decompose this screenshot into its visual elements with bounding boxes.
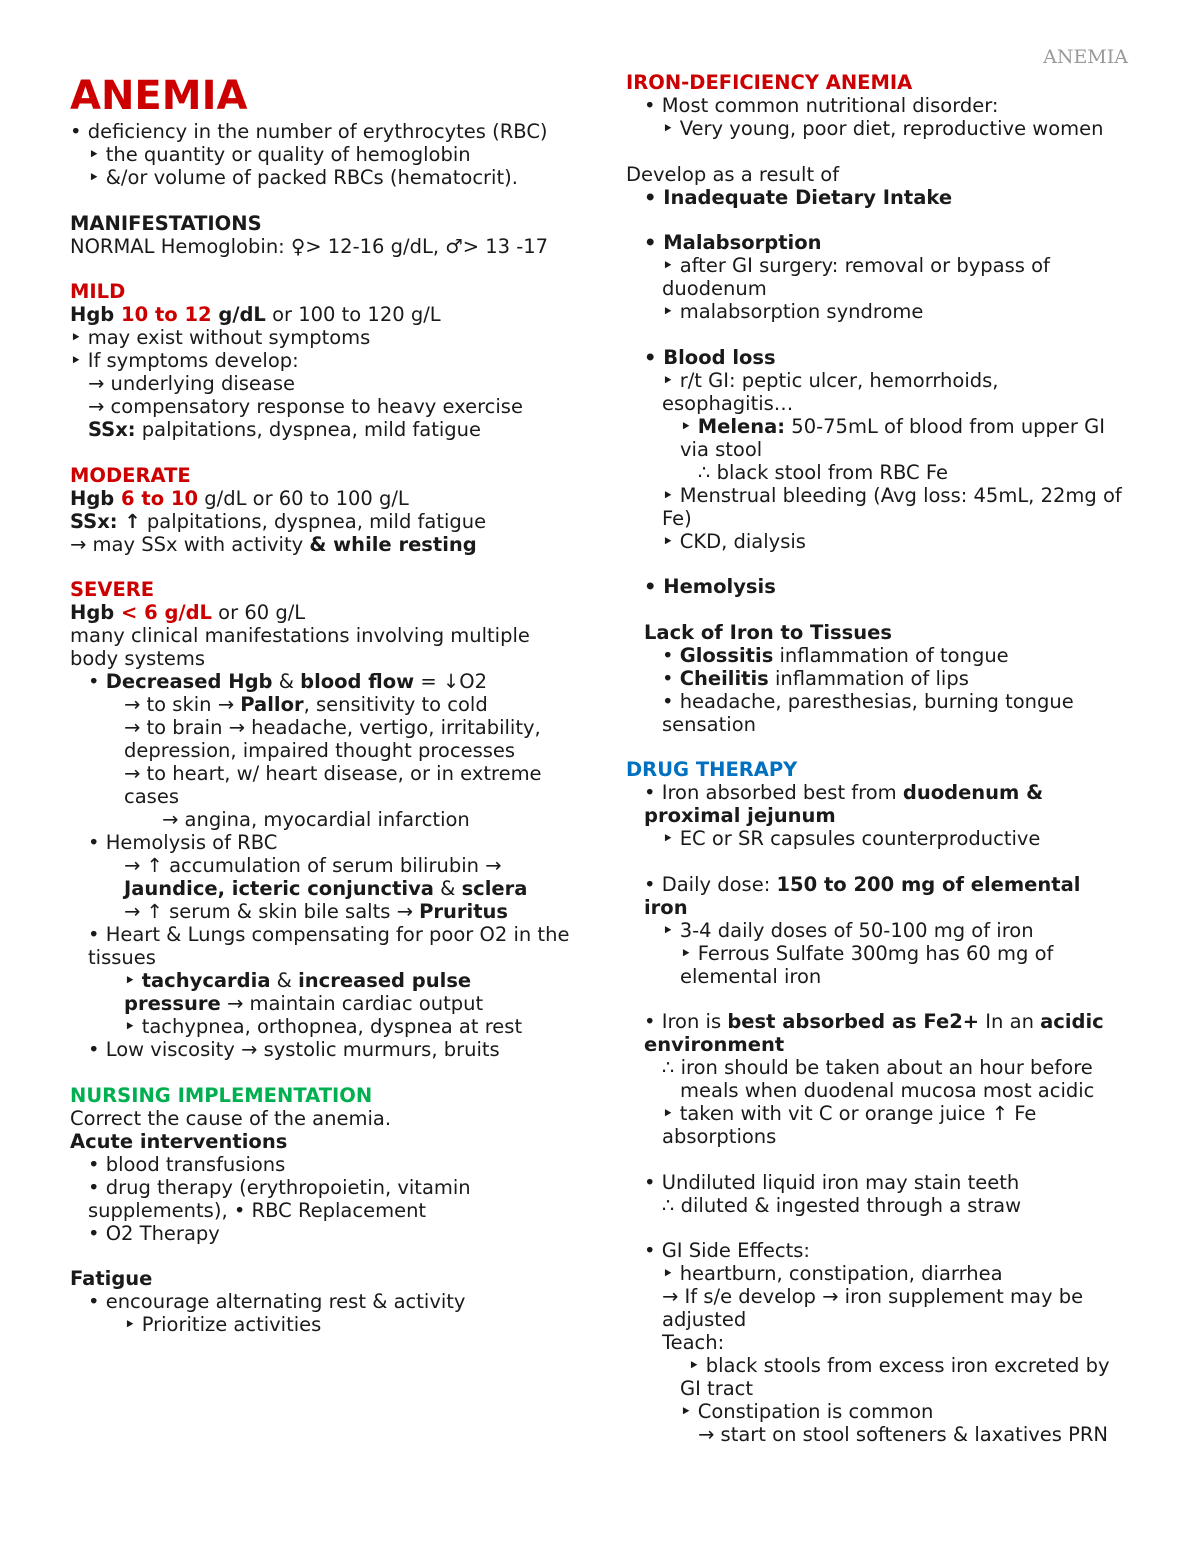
cause-line: ‣ after GI surgery: removal or bypass of <box>662 254 1050 277</box>
severe-line: → ↑ accumulation of serum bilirubin → <box>124 854 502 877</box>
cheilitis-line: • Cheilitis inflammation of lips <box>662 666 969 690</box>
drug-line: proximal jejunum <box>644 804 836 827</box>
ida-line: • Most common nutritional disorder: <box>644 94 999 117</box>
teach-line: ‣ Constipation is common <box>680 1400 934 1423</box>
mild-line: → compensatory response to heavy exercise <box>88 395 523 418</box>
severe-pressure: pressure → maintain cardiac output <box>124 992 484 1015</box>
severe-line: many clinical manifestations involving multiple <box>70 624 530 647</box>
drug-line: elemental iron <box>680 964 822 988</box>
cause-line: esophagitis… <box>662 391 794 415</box>
severe-jaundice: Jaundice, icteric conjunctiva & sclera <box>124 877 528 900</box>
drug-line: ‣ taken with vit C or orange juice ↑ Fe <box>662 1102 1037 1125</box>
cause-line: via stool <box>680 437 763 461</box>
cause-blood-loss: • Blood loss <box>644 345 776 369</box>
severe-line: body systems <box>70 647 206 670</box>
nursing-line: • blood transfusions <box>88 1152 286 1176</box>
severe-line: • Heart & Lungs compensating for poor O2 in the <box>88 923 570 946</box>
severe-line: → to heart, w/ heart disease, or in extreme <box>124 762 542 785</box>
cause-line: Fe) <box>662 506 692 530</box>
drug-line: ∴ diluted & ingested through a straw <box>662 1193 1022 1217</box>
nursing-line: Correct the cause of the anemia. <box>70 1106 392 1130</box>
mild-line: ‣ may exist without symptoms <box>70 326 371 349</box>
moderate-heading: MODERATE <box>70 463 191 487</box>
cause-inadequate-intake: • Inadequate Dietary Intake <box>644 185 953 209</box>
gi-line: ‣ heartburn, constipation, diarrhea <box>662 1262 1003 1285</box>
teach-line: → start on stool softeners & laxatives PRN <box>698 1423 1109 1446</box>
cause-malabsorption: • Malabsorption <box>644 231 822 254</box>
cause-line: ‣ r/t GI: peptic ulcer, hemorrhoids, <box>662 368 999 392</box>
gi-side-effects-heading: • GI Side Effects: <box>644 1239 810 1262</box>
drug-line: • Undiluted liquid iron may stain teeth <box>644 1170 1020 1194</box>
gi-line: → If s/e develop → iron supplement may be <box>662 1285 1084 1308</box>
drug-line: ‣ EC or SR capsules counterproductive <box>662 827 1041 850</box>
severe-line: depression, impaired thought processes <box>124 739 516 762</box>
severe-line: cases <box>124 785 179 808</box>
right-column <box>626 0 1146 1446</box>
definition-line: ‣ &/or volume of packed RBCs (hematocrit). <box>88 166 518 189</box>
mild-ssx: SSx: palpitations, dyspnea, mild fatigue <box>88 418 482 441</box>
develop-line: Develop as a result of <box>626 162 840 186</box>
ida-line: ‣ Very young, poor diet, reproductive women <box>662 117 1104 140</box>
severe-heading: SEVERE <box>70 578 155 601</box>
cause-line: ‣ malabsorption syndrome <box>662 300 924 323</box>
normal-hemoglobin: NORMAL Hemoglobin: ♀> 12-16 g/dL, ♂> 13 -17 <box>70 234 549 258</box>
drug-fe2-line: • Iron is best absorbed as Fe2+ In an acidic <box>644 1010 1104 1033</box>
nursing-line: ‣ Prioritize activities <box>124 1313 322 1336</box>
mild-hgb: Hgb 10 to 12 g/dL or 100 to 120 g/L <box>70 303 441 326</box>
cause-hemolysis: • Hemolysis <box>644 575 776 598</box>
symptom-line: • headache, paresthesias, burning tongue <box>662 689 1074 713</box>
drug-line: absorptions <box>662 1125 777 1148</box>
moderate-hgb: Hgb 6 to 10 g/dL or 60 to 100 g/L <box>70 486 409 510</box>
severe-decreased-hgb: • Decreased Hgb & blood flow = ↓O2 <box>88 670 488 693</box>
severe-line: → to brain → headache, vertigo, irritability, <box>124 716 541 739</box>
nursing-line: • O2 Therapy <box>88 1221 220 1245</box>
drug-line: ‣ Ferrous Sulfate 300mg has 60 mg of <box>680 941 1054 965</box>
severe-line: tissues <box>88 946 156 969</box>
manifestations-heading: MANIFESTATIONS <box>70 211 262 235</box>
drug-daily-dose-line: • Daily dose: 150 to 200 mg of elemental <box>644 872 1081 896</box>
mild-line: → underlying disease <box>88 372 296 395</box>
severe-line: → angina, myocardial infarction <box>162 808 470 831</box>
drug-line: meals when duodenal mucosa most acidic <box>680 1079 1095 1102</box>
symptom-line: sensation <box>662 712 756 736</box>
drug-line: environment <box>644 1033 785 1056</box>
drug-line: ‣ 3-4 daily doses of 50-100 mg of iron <box>662 918 1034 942</box>
moderate-activity: → may SSx with activity & while resting <box>70 532 477 556</box>
nursing-line: • encourage alternating rest & activity <box>88 1290 466 1313</box>
drug-absorbed-line: • Iron absorbed best from duodenum & <box>644 781 1044 804</box>
teach-heading: Teach: <box>662 1331 725 1354</box>
page-header-tag: ANEMIA <box>1043 46 1128 68</box>
severe-line: • Low viscosity → systolic murmurs, bruits <box>88 1038 500 1061</box>
definition-line: ‣ the quantity or quality of hemoglobin <box>88 143 471 166</box>
moderate-ssx: SSx: ↑ palpitations, dyspnea, mild fatigue <box>70 509 487 533</box>
teach-line: ‣ black stools from excess iron excreted by <box>688 1354 1110 1377</box>
gi-line: adjusted <box>662 1308 747 1331</box>
acute-interventions-heading: Acute interventions <box>70 1129 288 1153</box>
severe-pruritus: → ↑ serum & skin bile salts → Pruritus <box>124 900 509 923</box>
mild-heading: MILD <box>70 280 126 303</box>
drug-therapy-heading: DRUG THERAPY <box>626 758 798 781</box>
teach-line: GI tract <box>680 1377 754 1400</box>
cause-line: duodenum <box>662 277 767 300</box>
drug-line: ∴ iron should be taken about an hour before <box>662 1056 1093 1079</box>
severe-line: • Hemolysis of RBC <box>88 831 278 854</box>
severe-hgb: Hgb < 6 g/dL or 60 g/L <box>70 601 306 624</box>
cause-line: ‣ CKD, dialysis <box>662 529 806 553</box>
cause-line: ‣ Menstrual bleeding (Avg loss: 45mL, 22mg of <box>662 483 1122 507</box>
page-title: ANEMIA <box>70 73 248 119</box>
ida-heading: IRON-DEFICIENCY ANEMIA <box>626 71 913 94</box>
cause-line: ∴ black stool from RBC Fe <box>698 460 948 484</box>
severe-skin: → to skin → Pallor, sensitivity to cold <box>124 693 488 716</box>
severe-tachycardia: ‣ tachycardia & increased pulse <box>124 969 472 992</box>
drug-line: iron <box>644 895 688 919</box>
fatigue-heading: Fatigue <box>70 1267 153 1290</box>
severe-line: ‣ tachypnea, orthopnea, dyspnea at rest <box>124 1015 523 1038</box>
melena-line: ‣ Melena: 50-75mL of blood from upper GI <box>680 414 1106 438</box>
definition-line: • deficiency in the number of erythrocytes (RBC) <box>70 120 548 143</box>
lack-of-iron-heading: Lack of Iron to Tissues <box>644 620 892 644</box>
nursing-line: supplements), • RBC Replacement <box>88 1198 427 1222</box>
glossitis-line: • Glossitis inflammation of tongue <box>662 643 1009 667</box>
nursing-heading: NURSING IMPLEMENTATION <box>70 1083 373 1107</box>
left-column <box>70 0 590 1336</box>
mild-line: ‣ If symptoms develop: <box>70 349 299 372</box>
nursing-line: • drug therapy (erythropoietin, vitamin <box>88 1175 471 1199</box>
